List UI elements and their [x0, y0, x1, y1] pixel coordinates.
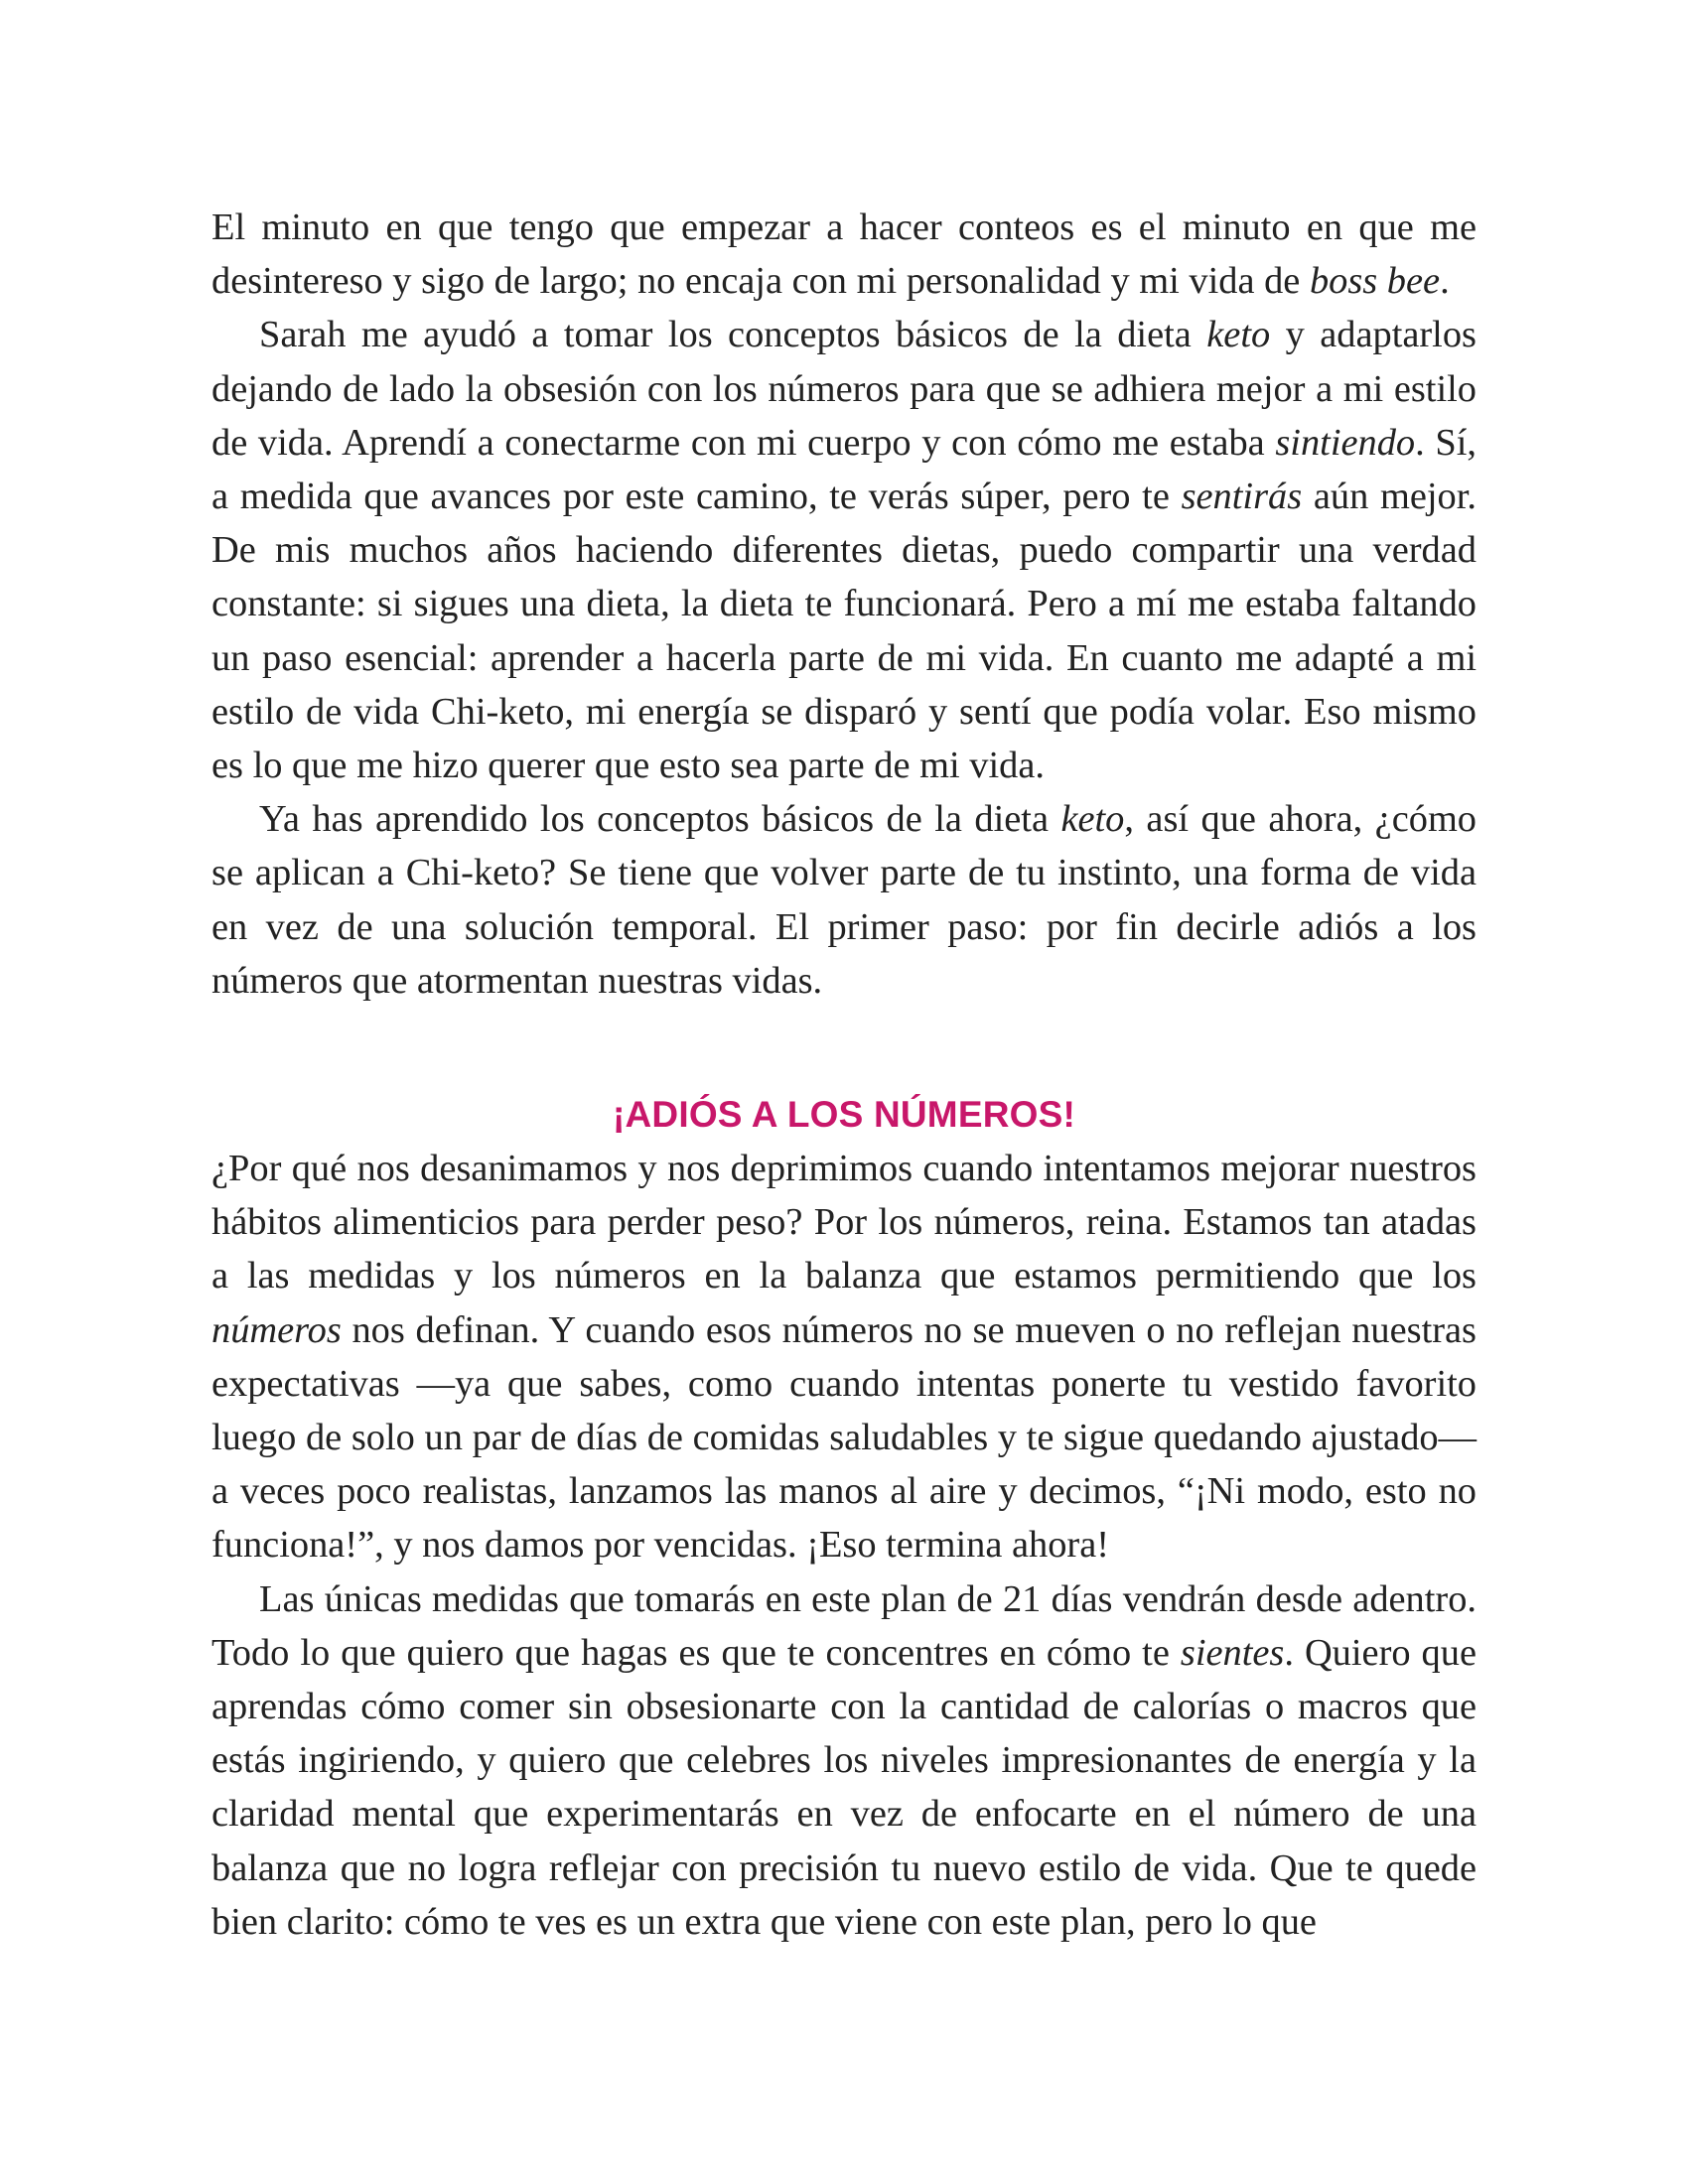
paragraph-4 — [211, 1142, 1477, 1572]
text-run: , así que ahora, ¿cómo se aplican a Chi-keto? Se tiene que volver parte de tu instinto, una forma de vida en vez de una solución temporal. El primer paso: por fin decirle adiós a los números que atormentan nuestras vidas. — [211, 798, 1477, 1002]
italic-run: sientes — [1180, 1631, 1285, 1674]
paragraph-3 — [211, 792, 1477, 1008]
text-run: Ya has aprendido los conceptos básicos de la dieta — [259, 798, 1061, 841]
italic-run: boss bee — [1309, 260, 1441, 303]
text-run: El minuto en que tengo que empezar a hacer conteos es el minuto en que me desintereso y sigo de largo; no encaja con mi personalidad y mi vida de — [211, 206, 1477, 303]
text-run: aún mejor. De mis muchos años haciendo diferentes dietas, puedo compartir una verdad constante: si sigues una dieta, la dieta te funcionará. Pero a mí me estaba faltando un paso esencial: aprender a hacerla parte de mi vida. En cuanto me adapté a mi estilo de vida Chi-keto, mi energía se disparó y sentí que podía volar. Eso mismo es lo que me hizo querer que esto sea parte de mi vida. — [211, 476, 1477, 787]
section-heading: ¡ADIÓS A LOS NÚMEROS! — [612, 1094, 1075, 1136]
text-run: ¿Por qué nos desanimamos y nos deprimimos cuando intentamos mejorar nuestros hábitos alimenticios para perder peso? Por los números, reina. Estamos tan atadas a las medidas y los números en la balanza que estamos permitiendo que los — [211, 1148, 1477, 1297]
italic-run: keto — [1206, 314, 1271, 356]
italic-run: sintiendo — [1275, 421, 1416, 464]
section-before — [211, 201, 1477, 1008]
paragraph-1 — [211, 201, 1477, 308]
paragraph-5 — [211, 1572, 1477, 1949]
text-run: Las únicas medidas que tomarás en este plan de 21 días vendrán desde adentro. Todo lo que quiero que hagas es que te concentres en cómo te — [211, 1577, 1477, 1674]
text-run: . Sí, a medida que avances por este camino, te verás súper, pero te — [211, 421, 1477, 518]
italic-run: sentirás — [1181, 476, 1303, 518]
text-run: y adaptarlos dejando de lado la obsesión con los números para que se adhiera mejor a mi estilo de vida. Aprendí a conectarme con mi cuerpo y con cómo me estaba — [211, 314, 1477, 464]
paragraph-2 — [211, 308, 1477, 792]
italic-run: keto — [1060, 798, 1125, 841]
section-after — [211, 1142, 1477, 1949]
page-body — [211, 201, 1477, 1949]
italic-run: números — [211, 1308, 342, 1351]
text-run: . Quiero que aprendas cómo comer sin obsesionarte con la cantidad de calorías o macros que estás ingiriendo, y quiero que celebres los niveles impresionantes de energía y la claridad mental que experimentarás en vez de enfocarte en el número de una balanza que no logra reflejar con precisión tu nuevo estilo de vida. Que te quede bien clarito: cómo te ves es un extra que viene con este plan, pero lo que — [211, 1631, 1477, 1943]
text-run: nos definan. Y cuando esos números no se mueven o no reflejan nuestras expectativas —ya que sabes, como cuando intentas ponerte tu vestido favorito luego de solo un par de días de comidas saludables y te sigue quedando ajustado— a veces poco realistas, lanzamos las manos al aire y decimos, “¡Ni modo, esto no funciona!”, y nos damos por vencidas. ¡Eso termina ahora! — [211, 1308, 1477, 1567]
text-run: . — [1440, 260, 1450, 303]
text-run: Sarah me ayudó a tomar los conceptos básicos de la dieta — [259, 314, 1207, 356]
